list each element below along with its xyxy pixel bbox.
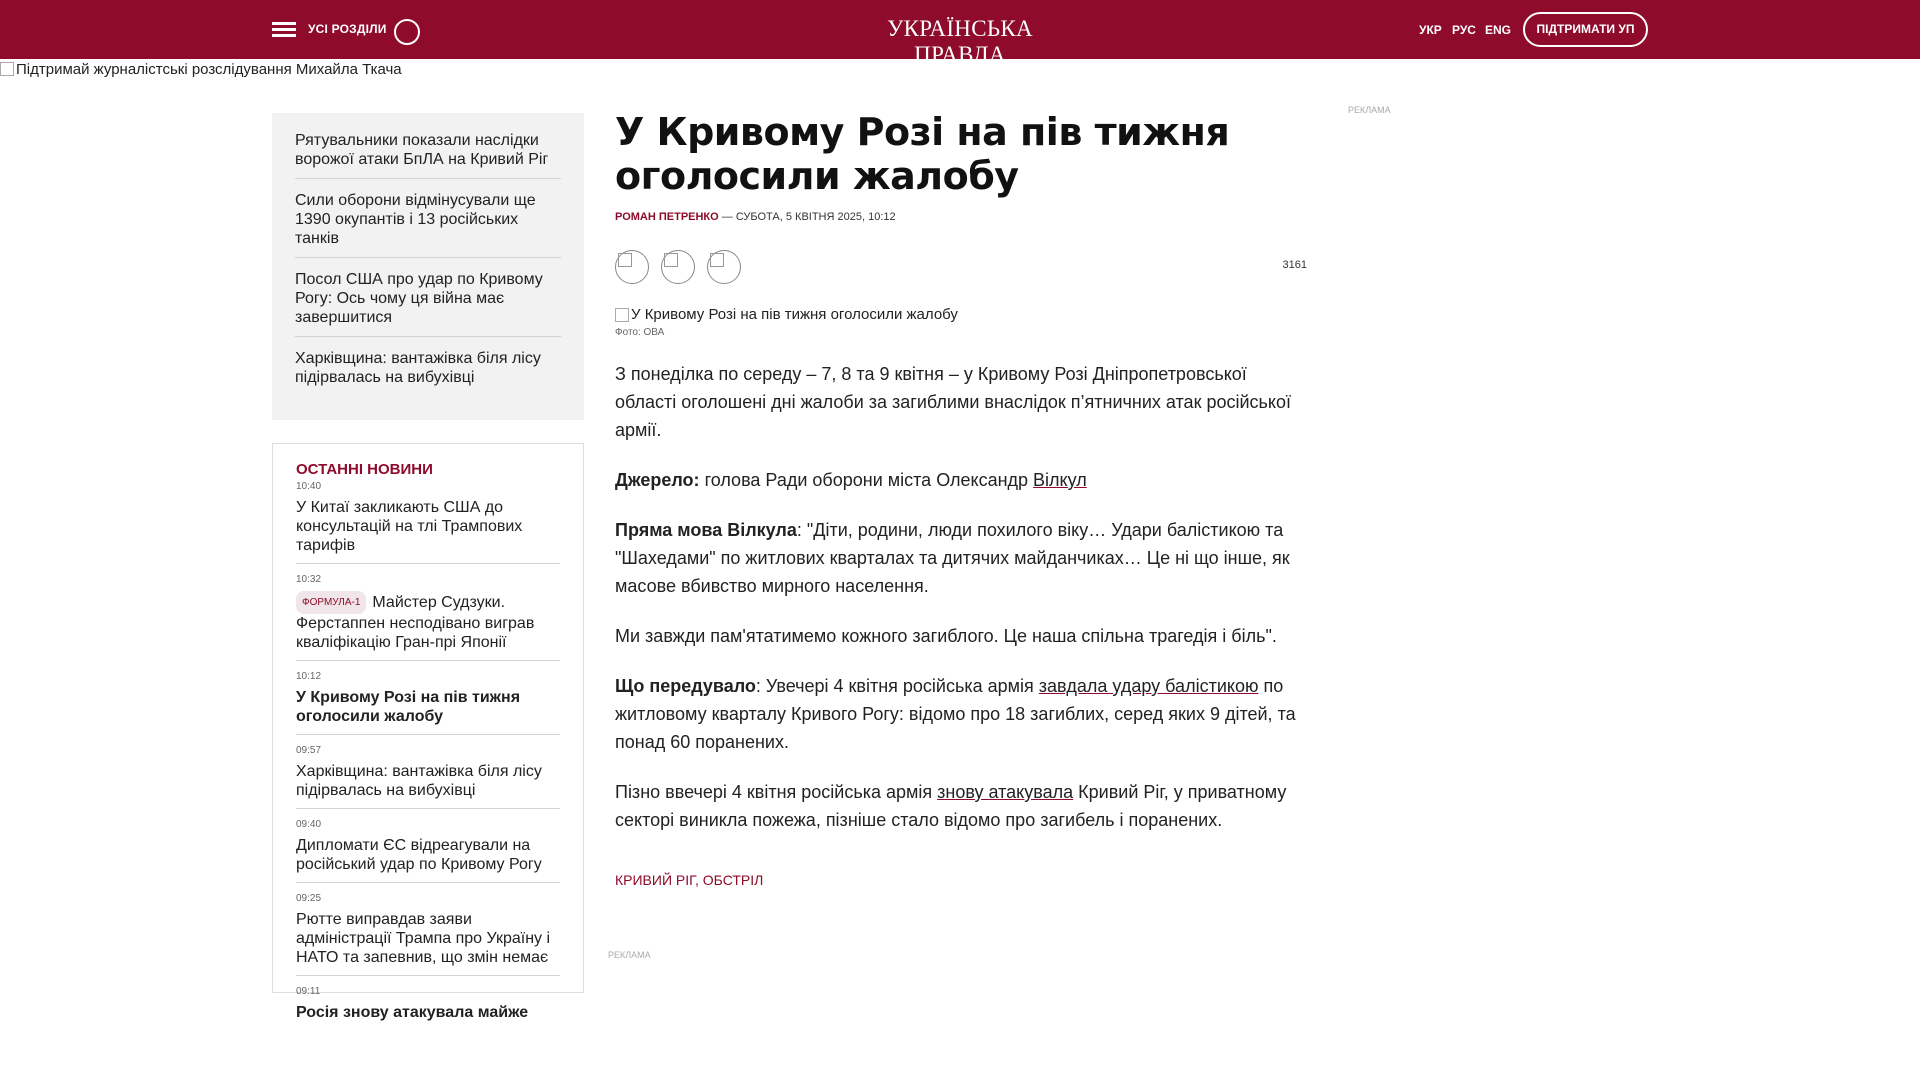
news-list-item[interactable] [296,481,560,564]
news-list-item[interactable] [296,986,560,1030]
lang-rus-link[interactable]: РУС [1452,23,1476,37]
latest-news-box [272,443,584,1021]
related-news-item[interactable]: Сили оборони відмінусували ще 1390 окупантів і 13 російських танків [295,191,561,258]
news-headline[interactable]: У Кривому Розі на пів тижня оголосили жалобу [296,689,521,725]
paragraph-6 [615,778,1307,834]
related-news-item[interactable]: Рятувальники показали наслідки ворожої атаки БпЛА на Кривий Ріг [295,131,561,179]
tag-separator: , [695,872,703,888]
category-tag[interactable]: ФОРМУЛА-1 [296,591,366,614]
article-date: СУБОТА, 5 КВІТНЯ 2025, 10:12 [735,211,896,223]
news-time: 10:32 [296,574,322,585]
news-list-item[interactable] [296,819,560,883]
article-meta [615,211,1307,223]
news-list-item[interactable] [296,893,560,976]
background-text-a: : Увечері 4 квітня російська армія [755,676,1039,696]
news-headline[interactable]: Росія знову атакувала майже [296,1004,529,1021]
related-news-item[interactable]: Харківщина: вантажівка біля лісу підірвалась на вибухівці [295,350,541,386]
source-label: Джерело: [615,470,700,490]
paragraph-4: Ми завжди пам'ятатимемо кожного загиблого. Це наша спільна трагедія і біль". [615,626,1277,646]
banner-alt-text: Підтримай журналістські розслідування Михайла Ткача [16,60,402,78]
share-row [615,250,1307,284]
news-time: 10:12 [296,671,322,682]
tag-shelling[interactable]: ОБСТРІЛ [702,872,764,888]
news-headline[interactable]: Майстер Судзуки. Ферстаппен несподівано виграв кваліфікацію Гран-прі Японії [296,594,535,651]
paragraph-2 [615,466,1307,494]
article-tags [615,872,1307,888]
site-logo[interactable]: УКРАЇНСЬКА ПРАВДА [887,16,1033,67]
photo-credit: Фото: ОВА [615,327,665,338]
top-navigation-bar [0,0,1920,67]
promo-banner[interactable] [0,59,402,79]
source-text: голова Ради оборони міста Олександр [699,470,1034,490]
news-time: 09:57 [296,745,322,756]
photo-alt-text: У Кривому Розі на пів тижня оголосили жалобу [631,306,958,323]
meta-dash: — [721,211,736,223]
broken-image-icon [0,62,14,76]
lang-eng-link[interactable]: ENG [1485,23,1512,37]
ad-label: РЕКЛАМА [1348,105,1391,115]
quote-text: : "Діти, родини, люди похилого віку… Удари балістикою та "Шахедами" по житлових кварталах та дитячих майданчиках… Це ні що інше, як масове вбивство мирного населення. [615,520,1290,596]
background-label: Що передувало [615,676,756,696]
author-link[interactable]: РОМАН ПЕТРЕНКО [615,211,719,223]
article [615,110,1307,888]
tag-kryvyi-rih[interactable]: КРИВИЙ РІГ [615,872,696,888]
ad-label: РЕКЛАМА [608,950,651,960]
news-headline[interactable]: Рютте виправдав заяви адміністрації Трампа про Україну і НАТО та запевнив, що змін немає [296,911,551,966]
news-time: 09:25 [296,893,322,904]
menu-icon[interactable] [272,22,296,38]
share-twitter-icon[interactable] [707,250,741,284]
lang-ukr-link[interactable]: УКР [1419,23,1442,37]
attack-text-a: Пізно ввечері 4 квітня російська армія [615,782,938,802]
view-count: 3161 [1282,259,1307,271]
news-time: 09:11 [296,986,321,997]
paragraph-5 [615,672,1307,756]
background-text-b: по житловому кварталу Кривого Рогу: відомо про 18 загиблих, серед яких 9 дітей, та понад 60 поранених. [615,676,1296,752]
related-news-box [272,113,584,420]
attacked-again-link[interactable]: знову атакувала [937,782,1074,802]
news-list-item[interactable] [296,745,560,809]
news-headline-wrap[interactable] [296,591,560,652]
ballistic-strike-link[interactable]: завдала удару балістикою [1038,676,1259,696]
article-headline: У Кривому Розі на пів тижня оголосили жалобу [615,110,1230,198]
share-facebook-icon[interactable] [615,250,649,284]
news-list-item[interactable] [296,671,560,735]
paragraph-1: З понеділка по середу – 7, 8 та 9 квітня – у Кривому Розі Дніпропетровської області оголошені дні жалоби за загиблими внаслідок п’ятничних атак російської армії. [615,364,1291,440]
search-icon[interactable] [394,19,420,45]
news-headline[interactable]: У Китаї закликають США до консультацій на тлі Трампових тарифів [296,499,523,554]
news-headline[interactable]: Харківщина: вантажівка біля лісу підірвалась на вибухівці [296,763,542,799]
related-news-item[interactable]: Посол США про удар по Кривому Рогу: Ось чому ця війна має завершитися [295,270,561,337]
news-time: 10:40 [296,481,322,492]
latest-news-title[interactable]: ОСТАННІ НОВИНИ [296,461,433,478]
article-photo [615,306,1307,323]
broken-image-icon [615,308,629,322]
share-telegram-icon[interactable] [661,250,695,284]
quote-label: Пряма мова Вілкула [615,520,797,540]
news-headline[interactable]: Дипломати ЄС відреагували на російський удар по Кривому Рогу [296,837,542,873]
all-sections-button[interactable]: УСІ РОЗДІЛИ [308,22,387,36]
support-button[interactable]: ПІДТРИМАТИ УП [1523,12,1648,47]
news-time: 09:40 [296,819,322,830]
attack-text-b: Кривий Ріг, у приватному секторі виникла пожежа, пізніше стало відомо про загибель і поранених. [615,782,1287,830]
vilkul-link[interactable]: Вілкул [1033,470,1087,490]
paragraph-3 [615,516,1307,600]
news-list-item[interactable] [296,574,560,661]
